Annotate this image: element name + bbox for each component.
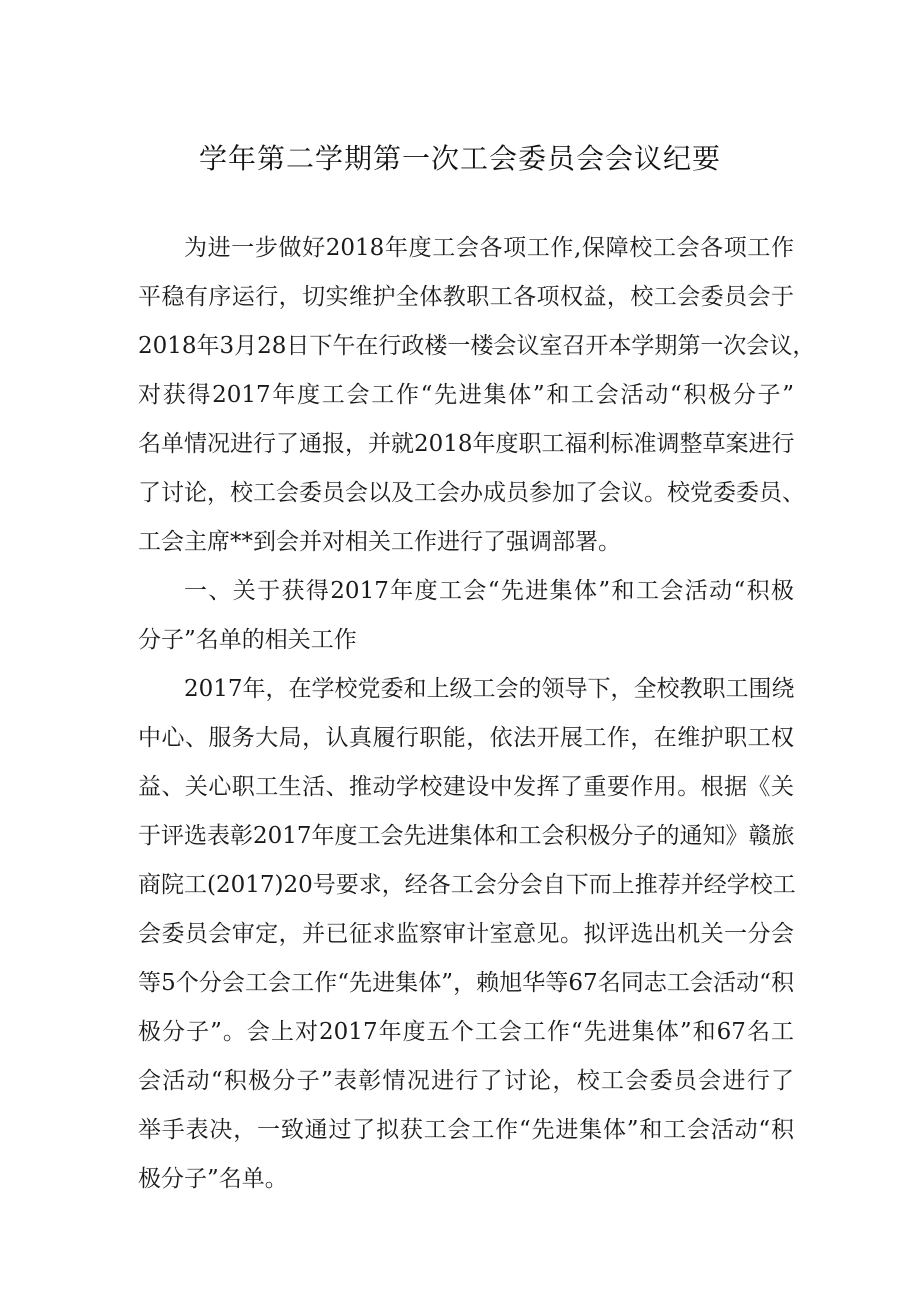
document-body [138,224,816,1204]
body-line: 了讨论，校工会委员会以及工会办成员参加了会议。校党委委员、 [138,480,805,506]
body-line: 2017年，在学校党委和上级工会的领导下，全校教职工围绕 [184,676,795,702]
body-line: 平稳有序运行，切实维护全体教职工各项权益，校工会委员会于 [138,284,794,310]
document-title: 学年第二学期第一次工会委员会会议纪要 [198,141,721,175]
body-line: 中心、服务大局，认真履行职能，依法开展工作，在维护职工权 [138,725,794,751]
body-line: 2018年3月28日下午在行政楼一楼会议室召开本学期第一次会议， [138,333,816,359]
body-line: 益、关心职工生活、推动学校建设中发挥了重要作用。根据《关 [138,774,794,800]
body-line: 会活动“积极分子”表彰情况进行了讨论，校工会委员会进行了 [138,1068,794,1094]
body-line: 一、关于获得2017年度工会“先进集体”和工会活动“积极 [184,578,794,604]
body-line: 工会主席**到会并对相关工作进行了强调部署。 [138,529,621,555]
body-line: 分子”名单的相关工作 [138,627,357,653]
body-line: 名单情况进行了通报，并就2018年度职工福利标准调整草案进行 [138,431,795,457]
body-line: 举手表决，一致通过了拟获工会工作“先进集体”和工会活动“积 [138,1117,794,1143]
body-line: 商院工(2017)20号要求，经各工会分会自下而上推荐并经学校工 [138,872,796,898]
body-line: 于评选表彰2017年度工会先进集体和工会积极分子的通知》赣旅 [138,823,795,849]
body-line: 会委员会审定，并已征求监察审计室意见。拟评选出机关一分会 [138,921,794,947]
body-line: 对获得2017年度工会工作“先进集体”和工会活动“积极分子” [138,382,794,408]
body-line: 等5个分会工会工作“先进集体”，赖旭华等67名同志工会活动“积 [138,970,794,996]
body-line: 极分子”。会上对2017年度五个工会工作“先进集体”和67名工 [138,1019,794,1045]
body-line: 极分子”名单。 [138,1166,288,1192]
body-line: 为进一步做好2018年度工会各项工作,保障校工会各项工作 [184,235,794,261]
